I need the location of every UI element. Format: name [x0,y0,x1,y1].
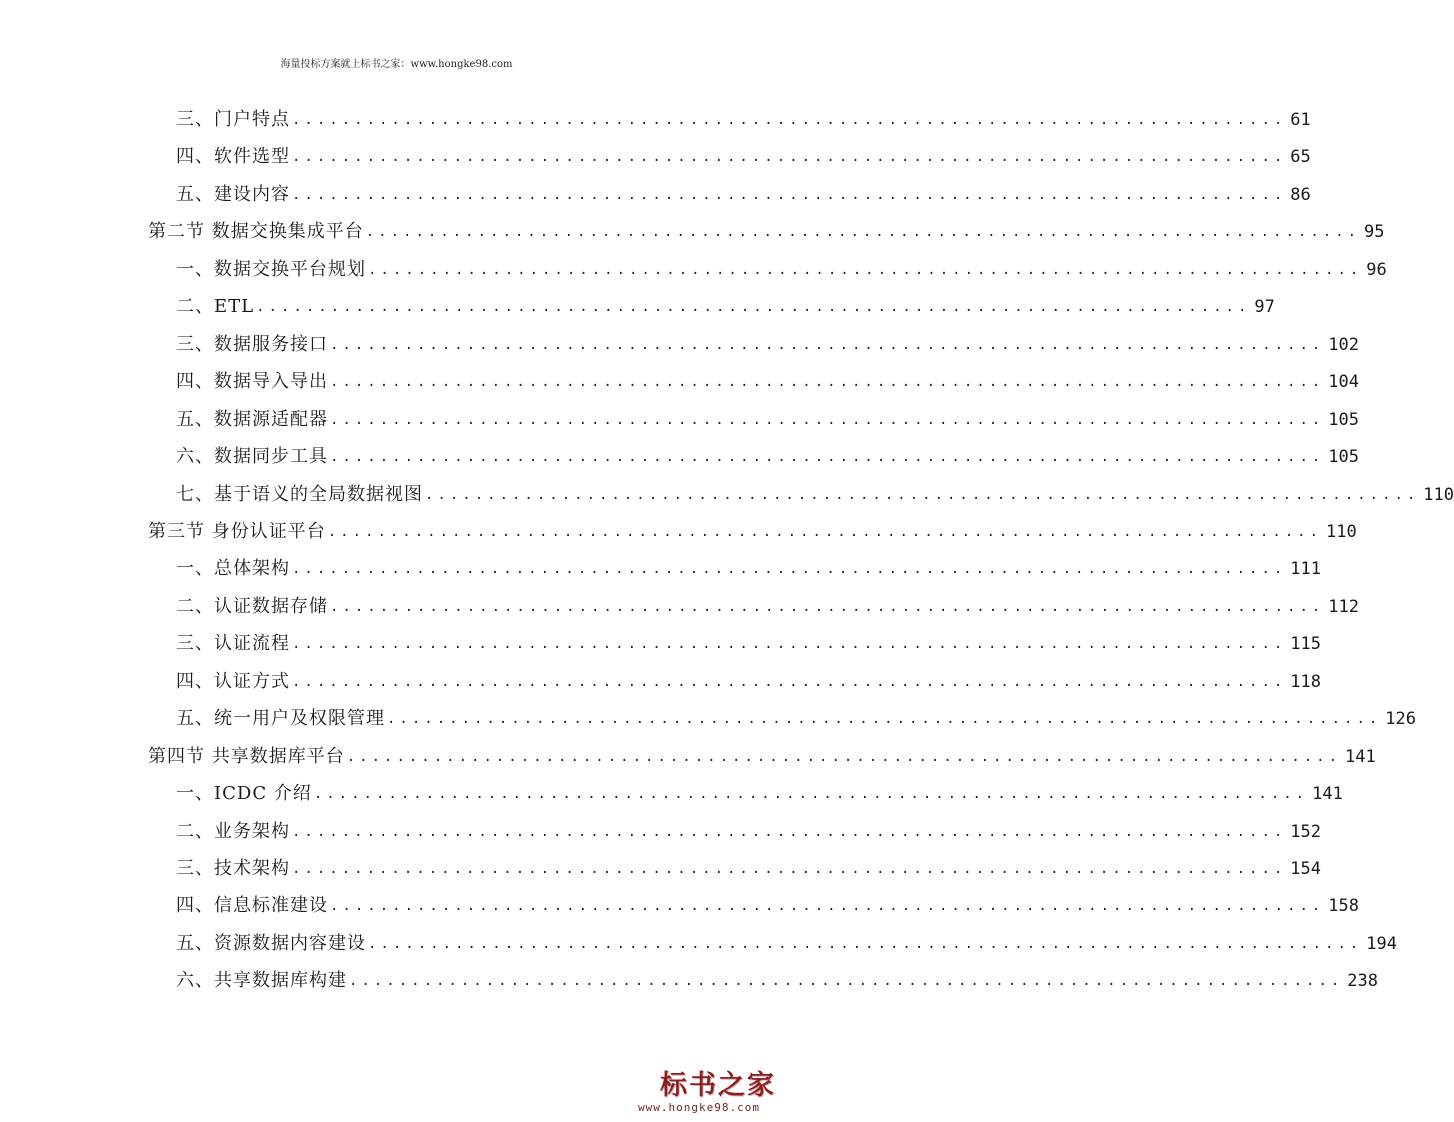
toc-entry-page: 102 [1328,334,1360,355]
toc-leader-dots: ................................................................................ [292,112,1287,128]
toc-entry-page: 158 [1328,896,1360,917]
toc-entry-title: 五、建设内容 [176,183,290,205]
toc-entry[interactable] [176,816,1322,848]
toc-entry-title: 二、认证数据存储 [176,595,328,617]
toc-leader-dots: ................................................................................ [365,224,1361,241]
toc-entry-page: 111 [1290,559,1322,580]
toc-entry-title: 三、门户特点 [176,109,290,130]
toc-entry[interactable] [176,853,1322,885]
brand-logo [638,1063,788,1118]
toc-entry-title: 四、信息标准建设 [176,895,328,917]
page-header: 海量投标方案就上标书之家：www.hongke98.com [280,59,513,70]
toc-entry-title: 三、技术架构 [176,858,290,879]
toc-entry[interactable] [176,291,1275,323]
toc-entry-title: 五、统一用户及权限管理 [176,708,385,730]
toc-entry-page: 238 [1347,971,1379,992]
toc-leader-dots: ................................................................................ [349,973,1344,990]
toc-leader-dots: ................................................................................ [425,486,1420,503]
toc-entry[interactable] [176,928,1398,960]
toc-entry[interactable] [176,254,1387,286]
toc-entry-title: 四、软件选型 [176,146,290,168]
toc-entry-title: 第三节 身份认证平台 [148,520,326,542]
toc-entry-page: 154 [1290,859,1322,879]
toc-leader-dots: ................................................................................ [330,374,1325,391]
toc-entry-page: 152 [1290,821,1322,842]
toc-entry-title: 七、基于语义的全局数据视图 [176,483,423,505]
toc-entry-page: 126 [1385,709,1417,730]
toc-entry-page: 194 [1366,933,1398,954]
toc-entry[interactable] [176,104,1311,136]
toc-leader-dots: ................................................................................ [292,673,1287,690]
toc-entry-page: 112 [1328,596,1360,617]
toc-leader-dots: ................................................................................ [292,636,1287,653]
toc-entry-page: 110 [1326,521,1357,542]
toc-entry-title: 四、数据导入导出 [176,371,328,393]
toc-entry-page: 141 [1312,784,1343,805]
toc-entry-page: 86 [1290,184,1311,205]
toc-leader-dots: ................................................................................ [330,336,1325,353]
toc-entry[interactable] [176,890,1360,922]
toc-leader-dots: ................................................................................ [387,711,1382,728]
toc-entry-title: 一、总体架构 [176,558,290,580]
toc-entry-page: 65 [1290,147,1311,168]
toc-entry-title: 第二节 数据交换集成平台 [148,221,364,243]
toc-entry-title: 一、数据交换平台规划 [176,258,366,280]
toc-entry-page: 97 [1254,297,1275,318]
toc-leader-dots: ................................................................................ [256,299,1251,316]
toc-entry[interactable] [176,591,1360,623]
toc-entry[interactable] [176,329,1360,361]
toc-entry-title: 一、ICDC 介绍 [176,783,312,805]
toc-leader-dots: ................................................................................ [368,935,1363,952]
toc-entry[interactable] [176,479,1454,511]
toc-leader-dots: ................................................................................ [327,523,1323,540]
toc-entry-page: 104 [1328,372,1360,393]
toc-entry-page: 115 [1290,634,1322,655]
toc-entry[interactable] [176,441,1360,473]
toc-entry-page: 105 [1328,447,1360,468]
toc-leader-dots: ................................................................................ [292,823,1287,840]
toc-entry[interactable] [176,179,1311,211]
toc-leader-dots: ................................................................................ [292,149,1287,166]
toc-section-entry[interactable] [148,516,1357,548]
toc-leader-dots: ................................................................................ [330,898,1325,915]
toc-entry[interactable] [176,778,1343,810]
toc-entry[interactable] [176,141,1311,173]
toc-entry[interactable] [176,553,1322,585]
toc-leader-dots: ................................................................................ [330,449,1325,466]
toc-entry-page: 110 [1423,484,1454,505]
toc-entry[interactable] [176,965,1379,997]
toc-entry-title: 四、认证方式 [176,670,290,692]
toc-entry-title: 六、数据同步工具 [176,446,328,468]
toc-entry-page: 118 [1290,671,1322,692]
toc-entry[interactable] [176,666,1322,698]
toc-leader-dots: ................................................................................ [330,598,1325,615]
toc-entry[interactable] [176,703,1417,735]
toc-leader-dots: ................................................................................ [368,261,1363,278]
toc-leader-dots: ................................................................................ [330,411,1325,428]
toc-leader-dots: ................................................................................ [313,786,1309,803]
toc-entry-title: 五、资源数据内容建设 [176,932,366,954]
toc-entry-page: 141 [1345,746,1376,767]
toc-entry-page: 105 [1328,409,1360,430]
toc-entry-title: 三、数据服务接口 [176,333,328,355]
toc-entry-title: 二、ETL [176,296,255,318]
toc-entry[interactable] [176,366,1360,398]
toc-entry-title: 第四节 共享数据库平台 [148,745,345,767]
toc-entry-page: 95 [1364,222,1385,243]
logo-url: www.hongke98.com [638,1101,760,1114]
toc-entry-title: 五、数据源适配器 [176,408,328,430]
toc-section-entry[interactable] [148,741,1376,773]
toc-entry-title: 三、认证流程 [176,633,290,655]
toc-entry-page: 61 [1290,110,1311,130]
logo-title: 标书之家 [660,1070,776,1101]
toc-leader-dots: ................................................................................ [292,861,1287,877]
toc-leader-dots: ................................................................................ [346,748,1342,765]
toc-leader-dots: ................................................................................ [292,561,1287,578]
toc-entry[interactable] [176,628,1322,660]
toc-entry-title: 六、共享数据库构建 [176,970,347,992]
toc-entry-page: 96 [1366,259,1387,280]
toc-entry-title: 二、业务架构 [176,820,290,842]
toc-entry[interactable] [176,404,1360,436]
toc-section-entry[interactable] [148,216,1385,248]
toc-leader-dots: ................................................................................ [292,186,1287,203]
